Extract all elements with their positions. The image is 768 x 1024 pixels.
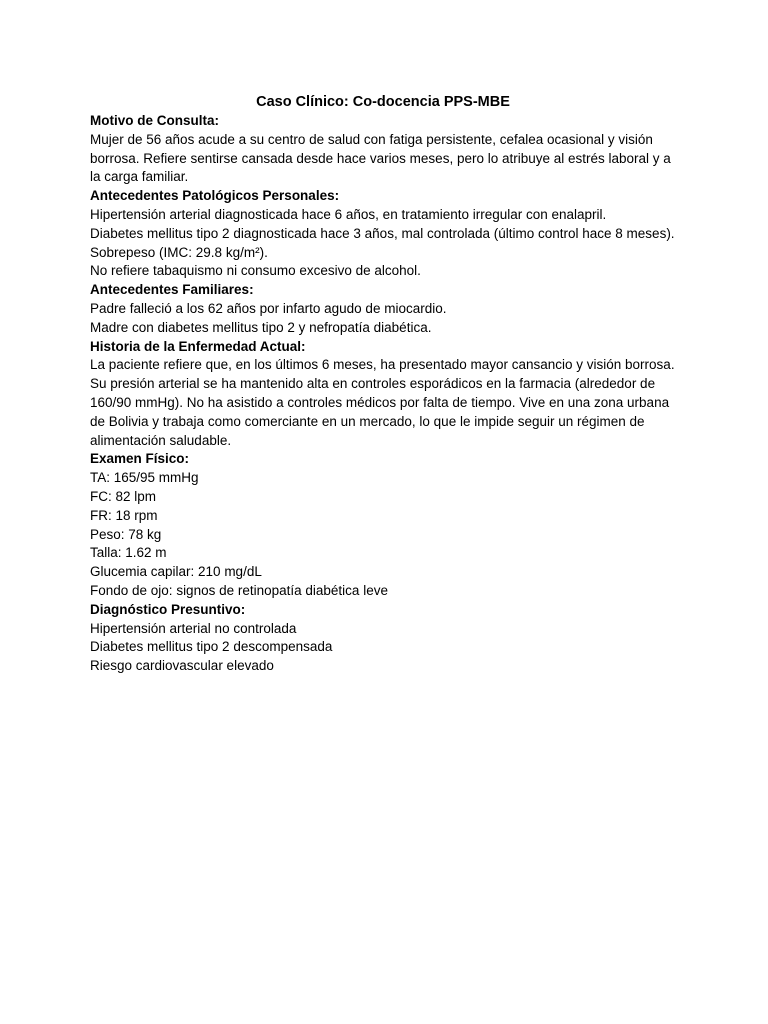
section-line: Hipertensión arterial no controlada <box>90 620 297 636</box>
section-paragraph-motivo: Mujer de 56 años acude a su centro de salud con fatiga persistente, cefalea ocasional y visión borrosa. Refiere sentirse cansada desde hace varios meses, pero lo atribuye al estrés laboral y a la carga familiar. <box>90 131 671 185</box>
section-heading-motivo: Motivo de Consulta: <box>90 113 219 128</box>
section-line: FR: 18 rpm <box>90 507 158 523</box>
section-line: Diabetes mellitus tipo 2 descompensada <box>90 639 333 655</box>
section-heading-historia: Historia de la Enfermedad Actual: <box>90 338 306 354</box>
section-line: FC: 82 lpm <box>90 488 157 504</box>
section-line: Talla: 1.62 m <box>90 545 167 561</box>
section-heading-antecedentes-personales: Antecedentes Patológicos Personales: <box>90 188 340 204</box>
section-line: Hipertensión arterial diagnosticada hace 6 años, en tratamiento irregular con enalapril. <box>90 206 607 222</box>
section-line: Peso: 78 kg <box>90 526 162 542</box>
section-heading-antecedentes-familiares: Antecedentes Familiares: <box>90 282 254 298</box>
section-line: Sobrepeso (IMC: 29.8 kg/m²). <box>90 244 268 260</box>
document-title: Caso Clínico: Co-docencia PPS-MBE <box>256 94 510 110</box>
section-line: Padre falleció a los 62 años por infarto agudo de miocardio. <box>90 300 447 316</box>
section-line: Madre con diabetes mellitus tipo 2 y nefropatía diabética. <box>90 319 432 335</box>
section-line: Riesgo cardiovascular elevado <box>90 658 274 674</box>
section-line: Fondo de ojo: signos de retinopatía diabética leve <box>90 582 388 598</box>
section-line: Glucemia capilar: 210 mg/dL <box>90 564 262 580</box>
section-line: No refiere tabaquismo ni consumo excesivo de alcohol. <box>90 263 421 279</box>
section-line: TA: 165/95 mmHg <box>90 470 199 486</box>
section-line: Diabetes mellitus tipo 2 diagnosticada hace 3 años, mal controlada (último control hace 8 meses). <box>90 225 675 241</box>
section-heading-examen-fisico: Examen Físico: <box>90 451 190 467</box>
section-heading-diagnostico: Diagnóstico Presuntivo: <box>90 601 246 617</box>
section-paragraph-historia: La paciente refiere que, en los últimos 6 meses, ha presentado mayor cansancio y visión borrosa. Su presión arterial se ha mantenido alta en controles esporádicos en la farmacia (alrededor de 160/90 mmHg). No ha asistido a controles médicos por falta de tiempo. Vive en una zona urbana de Bolivia y trabaja como comerciante en un mercado, lo que le impide seguir un régimen de alimentación saludable. <box>90 357 675 448</box>
document-page <box>90 93 690 676</box>
